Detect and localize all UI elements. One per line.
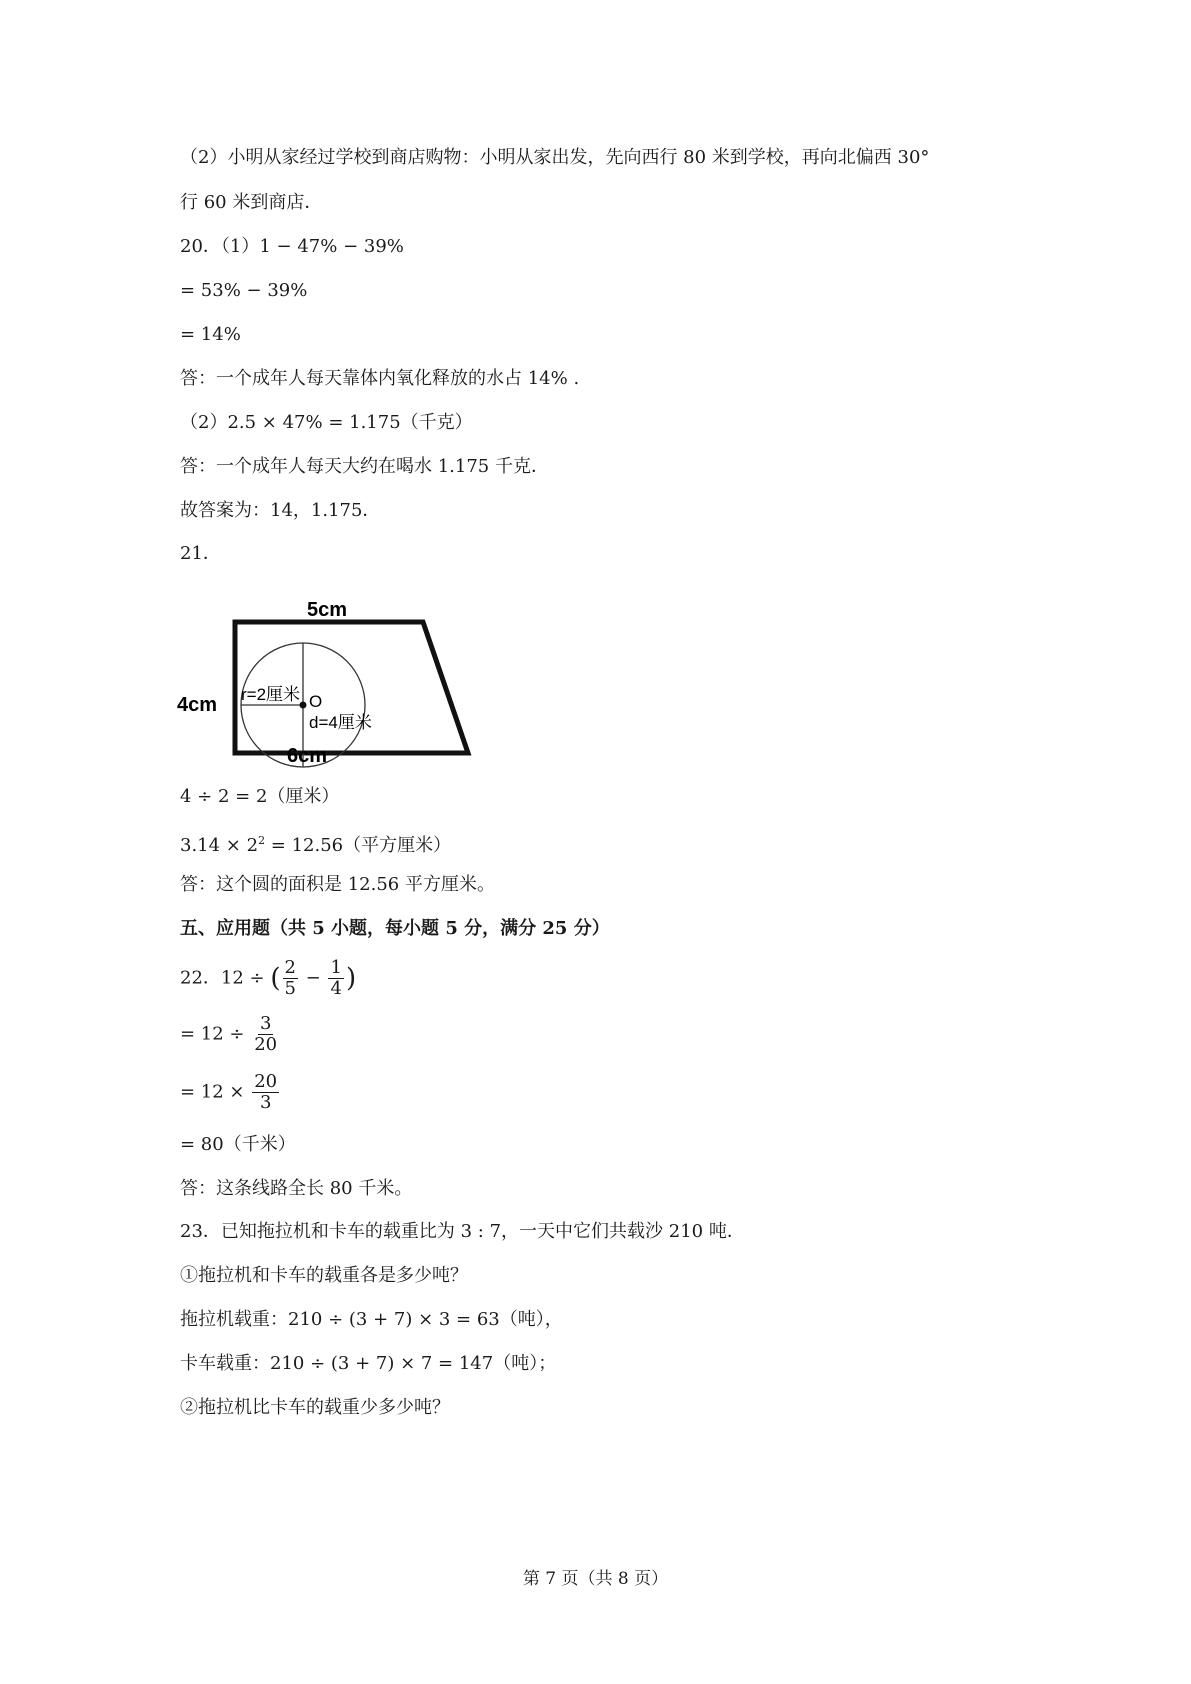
center-dot: [300, 702, 307, 709]
q20-line5: （2）2.5 × 47% = 1.175（千克）: [180, 412, 473, 433]
q20-line1: 20．（1）1 − 47% − 39%: [180, 236, 404, 257]
q23-line3: 拖拉机载重：210 ÷ (3 + 7) × 3 = 63（吨），: [180, 1309, 563, 1330]
q21-line2: $3.14 \times 2^2 = 12.56$（平方厘米）: [180, 834, 452, 856]
trapezoid-circle-figure: [177, 599, 485, 770]
q23-line5: ②拖拉机比卡车的载重少多少吨？: [180, 1397, 450, 1418]
q22-line4: = 80（千米）: [180, 1134, 296, 1155]
q22-line3: = 12 × $\frac{20}{3}$: [180, 1071, 278, 1113]
q20-answer1: 答：一个成年人每天靠体内氧化释放的水占 14% .: [180, 368, 580, 389]
q21-line1: 4 ÷ 2 = 2（厘米）: [180, 786, 340, 807]
label-radius: r=2厘米: [241, 685, 301, 704]
q21-number: 21．: [180, 543, 221, 564]
q22-answer: 答：这条线路全长 80 千米。: [180, 1178, 413, 1199]
q22-line1: 22．12 ÷ ( $\frac{2}{5}$ − $\frac{1}{4}$ ): [180, 957, 357, 999]
label-top: 5cm: [307, 599, 348, 621]
label-diameter: d=4厘米: [309, 713, 372, 732]
label-bottom: 6cm: [287, 745, 328, 767]
q23-line2: ①拖拉机和卡车的载重各是多少吨？: [180, 1265, 468, 1286]
q19-line1: （2）小明从家经过学校到商店购物：小明从家出发，先向西行 80 米到学校，再向北偏西 30°: [180, 147, 930, 168]
q20-answer2: 答：一个成年人每天大约在喝水 1.175 千克．: [180, 456, 549, 477]
q20-final: 故答案为：14，1.175．: [180, 500, 381, 521]
label-center: O: [309, 692, 323, 711]
q20-line3: = 14%: [180, 324, 241, 345]
q19-line2: 行 60 米到商店．: [180, 192, 323, 213]
q23-line1: 23．已知拖拉机和卡车的载重比为 3 : 7，一天中它们共载沙 210 吨．: [180, 1221, 745, 1242]
q22-line2: = 12 ÷ $\frac{3}{20}$: [180, 1013, 278, 1055]
q23-line4: 卡车载重：210 ÷ (3 + 7) × 7 = 147（吨）；: [180, 1353, 557, 1374]
q21-answer: 答：这个圆的面积是 12.56 平方厘米。: [180, 874, 495, 895]
label-left: 4cm: [177, 694, 218, 716]
section-heading: 五、应用题（共 5 小题，每小题 5 分，满分 25 分）: [180, 918, 610, 939]
q20-line2: = 53% − 39%: [180, 280, 308, 301]
page-footer: 第 7 页（共 8 页）: [522, 1569, 669, 1589]
